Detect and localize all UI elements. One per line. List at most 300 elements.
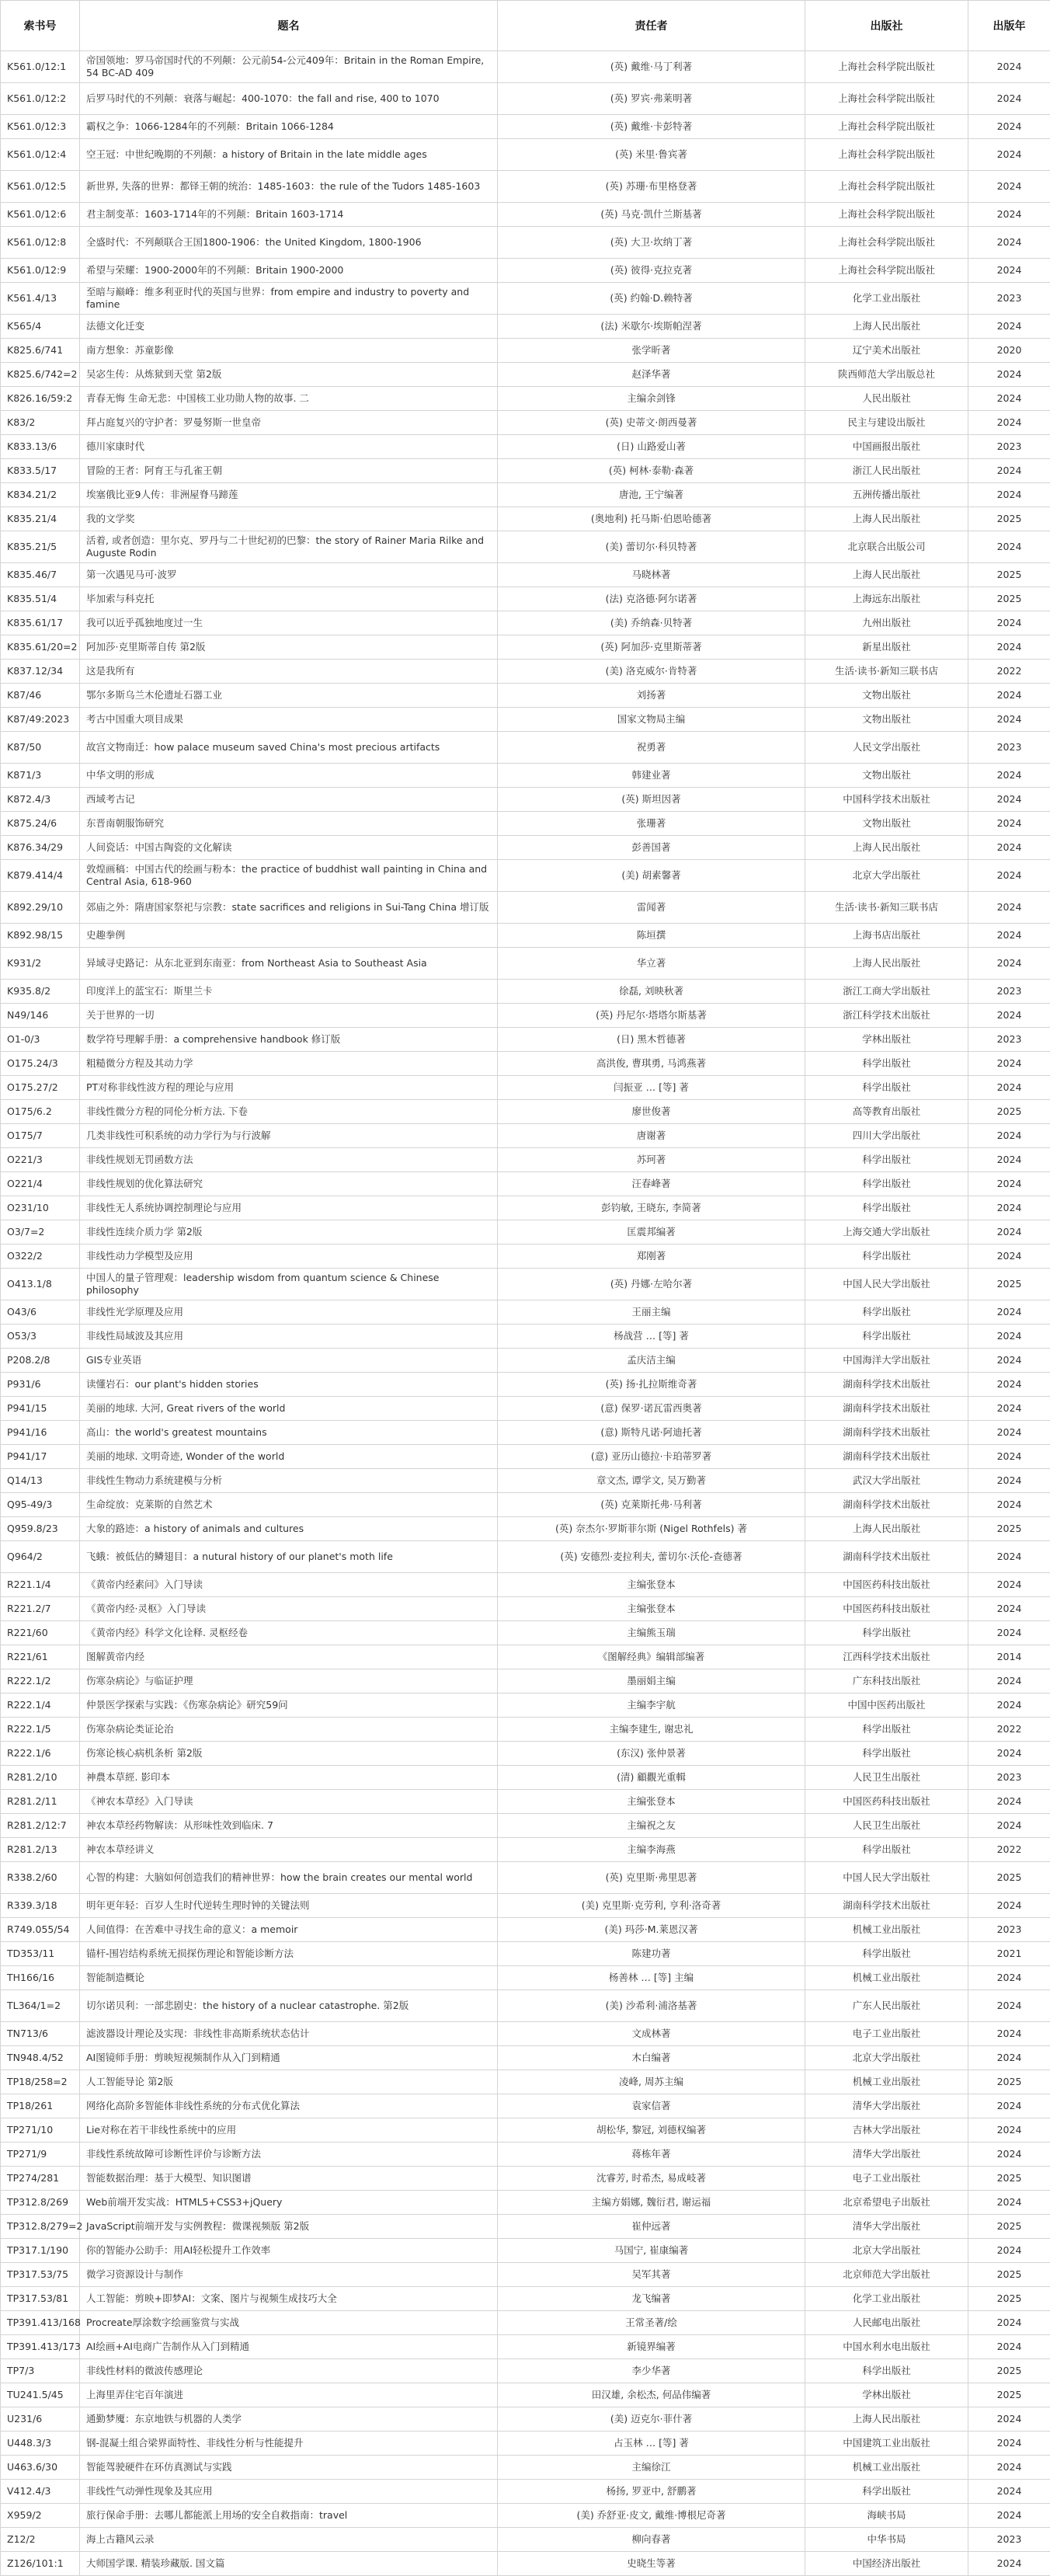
publisher-cell: 文物出版社 [805, 764, 968, 788]
author-cell: 李少华著 [498, 2359, 805, 2383]
call-number-cell: K935.8/2 [1, 980, 80, 1004]
year-cell: 2014 [968, 1645, 1050, 1669]
publisher-cell: 中国中医药出版社 [805, 1694, 968, 1718]
author-cell: 彭善国著 [498, 836, 805, 860]
year-cell: 2024 [968, 1621, 1050, 1645]
title-cell: 生命绽放：克莱斯的自然艺术 [80, 1493, 498, 1517]
author-cell: (意) 亚历山德拉·卡珀蒂罗著 [498, 1445, 805, 1469]
table-row [1, 1300, 1050, 1325]
table-row [1, 924, 1050, 948]
year-cell: 2024 [968, 836, 1050, 860]
author-cell: 新镜界编著 [498, 2335, 805, 2359]
table-row [1, 139, 1050, 171]
table-row [1, 1469, 1050, 1493]
author-cell: 汪春峰著 [498, 1172, 805, 1196]
author-cell: 国家文物局主编 [498, 708, 805, 732]
author-cell: 孟庆洁主编 [498, 1349, 805, 1373]
table-row [1, 788, 1050, 812]
publisher-cell: 湖南科学技术出版社 [805, 1493, 968, 1517]
author-cell: (英) 史蒂文·朗西曼著 [498, 411, 805, 435]
author-cell: 主编方娟娜, 魏衍君, 谢运福 [498, 2191, 805, 2215]
table-row [1, 51, 1050, 83]
author-cell: (法) 米歇尔·埃斯帕涅著 [498, 315, 805, 339]
year-cell: 2023 [968, 980, 1050, 1004]
call-number-cell: U463.6/30 [1, 2456, 80, 2480]
call-number-cell: TP391.413/173 [1, 2335, 80, 2359]
title-cell: 我的文学奖 [80, 507, 498, 531]
table-row [1, 339, 1050, 363]
call-number-cell: K835.46/7 [1, 563, 80, 587]
author-cell: (英) 马克·凯什兰斯基著 [498, 203, 805, 227]
table-row [1, 2167, 1050, 2191]
call-number-cell: P208.2/8 [1, 1349, 80, 1373]
author-cell: (美) 迈克尔·菲什著 [498, 2407, 805, 2432]
title-cell: 上海里弄住宅百年演进 [80, 2383, 498, 2407]
year-cell: 2024 [968, 2456, 1050, 2480]
call-number-cell: R222.1/2 [1, 1669, 80, 1694]
author-cell: (日) 山路爱山著 [498, 435, 805, 459]
call-number-cell: R281.2/12:7 [1, 1814, 80, 1838]
publisher-cell: 上海社会科学院出版社 [805, 171, 968, 203]
year-cell: 2025 [968, 2167, 1050, 2191]
year-cell: 2024 [968, 1790, 1050, 1814]
publisher-cell: 科学出版社 [805, 1325, 968, 1349]
table-row [1, 1541, 1050, 1573]
title-cell: 中华文明的形成 [80, 764, 498, 788]
title-cell: 非线性气动弹性现象及其应用 [80, 2480, 498, 2504]
call-number-cell: O413.1/8 [1, 1269, 80, 1300]
author-cell: 柳向春著 [498, 2528, 805, 2552]
year-cell: 2025 [968, 2215, 1050, 2239]
author-cell: 袁家信著 [498, 2094, 805, 2118]
publisher-cell: 北京师范大学出版社 [805, 2263, 968, 2287]
table-row [1, 2143, 1050, 2167]
author-cell: 龙飞编著 [498, 2287, 805, 2311]
title-cell: 大师国学课. 精装珍藏版. 国文篇 [80, 2552, 498, 2576]
author-cell: 张学昕著 [498, 339, 805, 363]
author-cell: 华立著 [498, 948, 805, 980]
year-cell: 2025 [968, 2359, 1050, 2383]
title-cell: 冒险的王者：阿育王与孔雀王朝 [80, 459, 498, 483]
publisher-cell: 上海人民出版社 [805, 2407, 968, 2432]
publisher-cell: 上海社会科学院出版社 [805, 259, 968, 283]
call-number-cell: K871/3 [1, 764, 80, 788]
table-row [1, 315, 1050, 339]
table-row [1, 948, 1050, 980]
call-number-cell: K561.4/13 [1, 283, 80, 315]
publisher-cell: 中国水利水电出版社 [805, 2335, 968, 2359]
author-cell: (美) 洛克威尔·肯特著 [498, 660, 805, 684]
call-number-cell: TP312.8/269 [1, 2191, 80, 2215]
call-number-cell: O175/7 [1, 1124, 80, 1148]
author-cell: (意) 斯特凡诺·阿迪托著 [498, 1421, 805, 1445]
title-cell: 德川家康时代 [80, 435, 498, 459]
year-cell: 2024 [968, 203, 1050, 227]
call-number-cell: K835.61/17 [1, 611, 80, 635]
year-cell: 2024 [968, 708, 1050, 732]
table-row [1, 2528, 1050, 2552]
title-cell: 图解黄帝内经 [80, 1645, 498, 1669]
call-number-cell: Q964/2 [1, 1541, 80, 1573]
year-cell: 2024 [968, 2239, 1050, 2263]
call-number-cell: K872.4/3 [1, 788, 80, 812]
title-cell: 非线性规划的优化算法研究 [80, 1172, 498, 1196]
title-cell: 美丽的地球. 大河, Great rivers of the world [80, 1397, 498, 1421]
publisher-cell: 上海社会科学院出版社 [805, 227, 968, 259]
table-row [1, 1076, 1050, 1100]
year-cell: 2025 [968, 2287, 1050, 2311]
year-cell: 2024 [968, 2118, 1050, 2143]
table-row [1, 1493, 1050, 1517]
author-cell: (美) 克里斯·克劳利, 亨利·洛奇著 [498, 1894, 805, 1918]
title-cell: 帝国领地：罗马帝国时代的不列颠：公元前54-公元409年：Britain in the Roman Empire, 54 BC-AD 409 [80, 51, 498, 83]
publisher-cell: 上海人民出版社 [805, 563, 968, 587]
call-number-cell: R749.055/54 [1, 1918, 80, 1942]
call-number-cell: K835.51/4 [1, 587, 80, 611]
title-cell: 非线性系统故障可诊断性评价与诊断方法 [80, 2143, 498, 2167]
table-header [1, 1, 1050, 51]
table-row [1, 2456, 1050, 2480]
table-row [1, 2480, 1050, 2504]
title-cell: 人间值得：在苦难中寻找生命的意义：a memoir [80, 1918, 498, 1942]
publisher-cell: 中华书局 [805, 2528, 968, 2552]
call-number-cell: Q14/13 [1, 1469, 80, 1493]
table-row [1, 1052, 1050, 1076]
publisher-cell: 湖南科学技术出版社 [805, 1894, 968, 1918]
call-number-cell: TP312.8/279=2 [1, 2215, 80, 2239]
author-cell: 蒋栋年著 [498, 2143, 805, 2167]
year-cell: 2024 [968, 139, 1050, 171]
title-cell: AI绘画+AI电商广告制作从入门到精通 [80, 2335, 498, 2359]
year-cell: 2024 [968, 635, 1050, 660]
author-cell: (英) 约翰·D.赖特著 [498, 283, 805, 315]
table-row [1, 1694, 1050, 1718]
publisher-cell: 科学出版社 [805, 1300, 968, 1325]
author-cell: 雷闻著 [498, 892, 805, 924]
publisher-cell: 湖南科学技术出版社 [805, 1373, 968, 1397]
year-cell: 2024 [968, 2552, 1050, 2576]
table-row [1, 2263, 1050, 2287]
table-row [1, 1990, 1050, 2022]
year-cell: 2024 [968, 1172, 1050, 1196]
publisher-cell: 上海交通大学出版社 [805, 1220, 968, 1244]
title-cell: 印度洋上的蓝宝石：斯里兰卡 [80, 980, 498, 1004]
publisher-cell: 浙江科学技术出版社 [805, 1004, 968, 1028]
title-cell: 南方想象：苏童影像 [80, 339, 498, 363]
publisher-cell: 机械工业出版社 [805, 2070, 968, 2094]
publisher-cell: 浙江工商大学出版社 [805, 980, 968, 1004]
year-cell: 2024 [968, 1300, 1050, 1325]
table-row [1, 435, 1050, 459]
year-cell: 2024 [968, 1966, 1050, 1990]
publisher-cell: 上海人民出版社 [805, 315, 968, 339]
publisher-cell: 上海社会科学院出版社 [805, 51, 968, 83]
call-number-cell: K835.61/20=2 [1, 635, 80, 660]
table-row [1, 1244, 1050, 1269]
year-cell: 2022 [968, 660, 1050, 684]
title-cell: 海上古籍风云录 [80, 2528, 498, 2552]
call-number-cell: K825.6/742=2 [1, 363, 80, 387]
author-cell: 廖世俊著 [498, 1100, 805, 1124]
publisher-cell: 陕西师范大学出版总社 [805, 363, 968, 387]
title-cell: 粗糙微分方程及其动力学 [80, 1052, 498, 1076]
call-number-cell: TP317.53/81 [1, 2287, 80, 2311]
author-cell: 主编徐江 [498, 2456, 805, 2480]
call-number-cell: Z12/2 [1, 2528, 80, 2552]
year-cell: 2025 [968, 2070, 1050, 2094]
year-cell: 2024 [968, 1421, 1050, 1445]
year-cell: 2024 [968, 788, 1050, 812]
call-number-cell: TN948.4/52 [1, 2046, 80, 2070]
author-cell: 马国宁, 崔康编著 [498, 2239, 805, 2263]
year-cell: 2021 [968, 1942, 1050, 1966]
title-cell: 网络化高阶多智能体非线性系统的分布式优化算法 [80, 2094, 498, 2118]
publisher-cell: 广东人民出版社 [805, 1990, 968, 2022]
year-cell: 2024 [968, 1373, 1050, 1397]
year-cell: 2024 [968, 1990, 1050, 2022]
author-cell: (意) 保罗·诺瓦雷西奥著 [498, 1397, 805, 1421]
call-number-cell: Q95-49/3 [1, 1493, 80, 1517]
table-row [1, 1421, 1050, 1445]
year-cell: 2023 [968, 283, 1050, 315]
table-row [1, 411, 1050, 435]
call-number-cell: P941/15 [1, 1397, 80, 1421]
title-cell: 郊庙之外：隋唐国家祭祀与宗教：state sacrifices and religions in Sui-Tang China 增订版 [80, 892, 498, 924]
table-row [1, 1196, 1050, 1220]
publisher-cell: 中国医药科技出版社 [805, 1573, 968, 1597]
author-cell: 田汉雄, 余松杰, 何品伟编著 [498, 2383, 805, 2407]
year-cell: 2024 [968, 315, 1050, 339]
author-cell: 章文杰, 谭学文, 吴万勤著 [498, 1469, 805, 1493]
year-cell: 2024 [968, 483, 1050, 507]
call-number-cell: K879.414/4 [1, 860, 80, 892]
title-cell: 锚杆-围岩结构系统无损探伤理论和智能诊断方法 [80, 1942, 498, 1966]
title-cell: Lie对称在若干非线性系统中的应用 [80, 2118, 498, 2143]
year-cell: 2024 [968, 1445, 1050, 1469]
title-cell: 伤寒杂病论》与临证护理 [80, 1669, 498, 1694]
call-number-cell: K561.0/12:6 [1, 203, 80, 227]
title-cell: 飞蛾：被低估的鳞翅目：a nutural history of our planet's moth life [80, 1541, 498, 1573]
title-cell: 数学符号理解手册：a comprehensive handbook 修订版 [80, 1028, 498, 1052]
author-cell: 王丽主编 [498, 1300, 805, 1325]
author-cell: (美) 蕾切尔·科贝特著 [498, 531, 805, 563]
table-row [1, 1942, 1050, 1966]
author-cell: (英) 罗宾·弗莱明著 [498, 83, 805, 115]
author-cell: 匡震邦编著 [498, 1220, 805, 1244]
year-cell: 2024 [968, 1742, 1050, 1766]
author-cell: (美) 沙希利·浦洛基著 [498, 1990, 805, 2022]
table-row [1, 635, 1050, 660]
call-number-cell: R281.2/10 [1, 1766, 80, 1790]
author-cell: 主编张登本 [498, 1597, 805, 1621]
call-number-cell: TP271/10 [1, 2118, 80, 2143]
call-number-cell: TL364/1=2 [1, 1990, 80, 2022]
title-cell: 阿加莎·克里斯蒂自传 第2版 [80, 635, 498, 660]
call-number-cell: K931/2 [1, 948, 80, 980]
call-number-cell: K835.21/5 [1, 531, 80, 563]
table-row [1, 459, 1050, 483]
title-cell: 《黄帝内经·灵枢》入门导读 [80, 1597, 498, 1621]
publisher-cell: 海峡书局 [805, 2504, 968, 2528]
title-cell: 《神农本草经》入门导读 [80, 1790, 498, 1814]
call-number-cell: K561.0/12:2 [1, 83, 80, 115]
table-row [1, 1445, 1050, 1469]
title-cell: 希望与荣耀：1900-2000年的不列颠：Britain 1900-2000 [80, 259, 498, 283]
publisher-cell: 机械工业出版社 [805, 1966, 968, 1990]
header-title: 题名 [80, 1, 498, 51]
author-cell: (英) 奈杰尔·罗斯菲尔斯 (Nigel Rothfels) 著 [498, 1517, 805, 1541]
year-cell: 2024 [968, 892, 1050, 924]
year-cell: 2024 [968, 1325, 1050, 1349]
call-number-cell: TP274/281 [1, 2167, 80, 2191]
call-number-cell: O221/3 [1, 1148, 80, 1172]
publisher-cell: 科学出版社 [805, 1742, 968, 1766]
title-cell: 大象的路迹：a history of animals and cultures [80, 1517, 498, 1541]
title-cell: 旅行保命手册：去哪儿都能派上用场的安全自救指南：travel [80, 2504, 498, 2528]
publisher-cell: 科学出版社 [805, 1148, 968, 1172]
title-cell: PT对称非线性波方程的理论与应用 [80, 1076, 498, 1100]
author-cell: (奥地利) 托马斯·伯恩哈德著 [498, 507, 805, 531]
author-cell: (清) 顧觀光重輯 [498, 1766, 805, 1790]
author-cell: (英) 克里斯·弗里思著 [498, 1862, 805, 1894]
title-cell: 智能制造概论 [80, 1966, 498, 1990]
publisher-cell: 湖南科学技术出版社 [805, 1445, 968, 1469]
author-cell: (英) 斯坦因著 [498, 788, 805, 812]
call-number-cell: K87/50 [1, 732, 80, 764]
publisher-cell: 武汉大学出版社 [805, 1469, 968, 1493]
publisher-cell: 上海远东出版社 [805, 587, 968, 611]
author-cell: 主编张登本 [498, 1573, 805, 1597]
publisher-cell: 科学出版社 [805, 1621, 968, 1645]
publisher-cell: 上海人民出版社 [805, 948, 968, 980]
call-number-cell: K833.13/6 [1, 435, 80, 459]
year-cell: 2025 [968, 2383, 1050, 2407]
title-cell: 吴宓生传：从炼狱到天堂 第2版 [80, 363, 498, 387]
title-cell: 《黄帝内经素问》入门导读 [80, 1573, 498, 1597]
author-cell: 墨丽娟主编 [498, 1669, 805, 1694]
call-number-cell: O322/2 [1, 1244, 80, 1269]
title-cell: 毕加索与科克托 [80, 587, 498, 611]
author-cell: (英) 阿加莎·克里斯蒂著 [498, 635, 805, 660]
call-number-cell: P941/17 [1, 1445, 80, 1469]
call-number-cell: O53/3 [1, 1325, 80, 1349]
year-cell: 2024 [968, 812, 1050, 836]
year-cell: 2024 [968, 1814, 1050, 1838]
call-number-cell: R221/60 [1, 1621, 80, 1645]
year-cell: 2023 [968, 1766, 1050, 1790]
year-cell: 2024 [968, 860, 1050, 892]
table-row [1, 2504, 1050, 2528]
title-cell: JavaScript前端开发与实例教程：微课视频版 第2版 [80, 2215, 498, 2239]
publisher-cell: 人民文学出版社 [805, 732, 968, 764]
table-row [1, 2022, 1050, 2046]
year-cell: 2025 [968, 2263, 1050, 2287]
table-row [1, 171, 1050, 203]
author-cell: 史晓生等著 [498, 2552, 805, 2576]
publisher-cell: 北京大学出版社 [805, 2046, 968, 2070]
call-number-cell: R339.3/18 [1, 1894, 80, 1918]
table-row [1, 2552, 1050, 2576]
author-cell: 韩建业著 [498, 764, 805, 788]
call-number-cell: K892.98/15 [1, 924, 80, 948]
table-row [1, 483, 1050, 507]
table-row [1, 611, 1050, 635]
table-row [1, 2046, 1050, 2070]
year-cell: 2024 [968, 1669, 1050, 1694]
title-cell: 考古中国重大项目成果 [80, 708, 498, 732]
year-cell: 2024 [968, 2407, 1050, 2432]
table-row [1, 892, 1050, 924]
call-number-cell: K834.21/2 [1, 483, 80, 507]
year-cell: 2024 [968, 1694, 1050, 1718]
table-row [1, 2215, 1050, 2239]
author-cell: (英) 戴维·马丁利著 [498, 51, 805, 83]
table-row [1, 684, 1050, 708]
title-cell: 非线性无人系统协调控制理论与应用 [80, 1196, 498, 1220]
table-row [1, 507, 1050, 531]
title-cell: 伤寒论核心病机条析 第2版 [80, 1742, 498, 1766]
call-number-cell: TP7/3 [1, 2359, 80, 2383]
publisher-cell: 中国画报出版社 [805, 435, 968, 459]
call-number-cell: K561.0/12:5 [1, 171, 80, 203]
year-cell: 2020 [968, 339, 1050, 363]
author-cell: 主编余剑锋 [498, 387, 805, 411]
call-number-cell: K875.24/6 [1, 812, 80, 836]
publisher-cell: 湖南科学技术出版社 [805, 1541, 968, 1573]
author-cell: 刘扬著 [498, 684, 805, 708]
title-cell: 君主制变革：1603-1714年的不列颠：Britain 1603-1714 [80, 203, 498, 227]
call-number-cell: TN713/6 [1, 2022, 80, 2046]
table-row [1, 2311, 1050, 2335]
table-row [1, 1517, 1050, 1541]
table-body [1, 51, 1050, 2576]
publisher-cell: 科学出版社 [805, 1838, 968, 1862]
title-cell: 神農本草經. 影印本 [80, 1766, 498, 1790]
table-row [1, 2118, 1050, 2143]
publisher-cell: 人民卫生出版社 [805, 1814, 968, 1838]
publisher-cell: 民主与建设出版社 [805, 411, 968, 435]
title-cell: 读懂岩石：our plant's hidden stories [80, 1373, 498, 1397]
title-cell: 非线性局域波及其应用 [80, 1325, 498, 1349]
author-cell: 赵泽华著 [498, 363, 805, 387]
call-number-cell: K833.5/17 [1, 459, 80, 483]
year-cell: 2024 [968, 531, 1050, 563]
author-cell: (英) 柯林·泰勒·森著 [498, 459, 805, 483]
publisher-cell: 科学出版社 [805, 1052, 968, 1076]
table-row [1, 1597, 1050, 1621]
publisher-cell: 电子工业出版社 [805, 2167, 968, 2191]
table-row [1, 2335, 1050, 2359]
year-cell: 2025 [968, 1517, 1050, 1541]
year-cell: 2023 [968, 732, 1050, 764]
table-row [1, 1220, 1050, 1244]
call-number-cell: TP271/9 [1, 2143, 80, 2167]
table-row [1, 283, 1050, 315]
publisher-cell: 中国医药科技出版社 [805, 1597, 968, 1621]
title-cell: 拜占庭复兴的守护者：罗曼努斯一世皇帝 [80, 411, 498, 435]
table-row [1, 836, 1050, 860]
publisher-cell: 化学工业出版社 [805, 283, 968, 315]
publisher-cell: 科学出版社 [805, 1718, 968, 1742]
call-number-cell: R221/61 [1, 1645, 80, 1669]
table-row [1, 1621, 1050, 1645]
call-number-cell: TU241.5/45 [1, 2383, 80, 2407]
call-number-cell: P941/16 [1, 1421, 80, 1445]
publisher-cell: 北京希望电子出版社 [805, 2191, 968, 2215]
call-number-cell: K561.0/12:9 [1, 259, 80, 283]
year-cell: 2022 [968, 1838, 1050, 1862]
table-row [1, 2239, 1050, 2263]
